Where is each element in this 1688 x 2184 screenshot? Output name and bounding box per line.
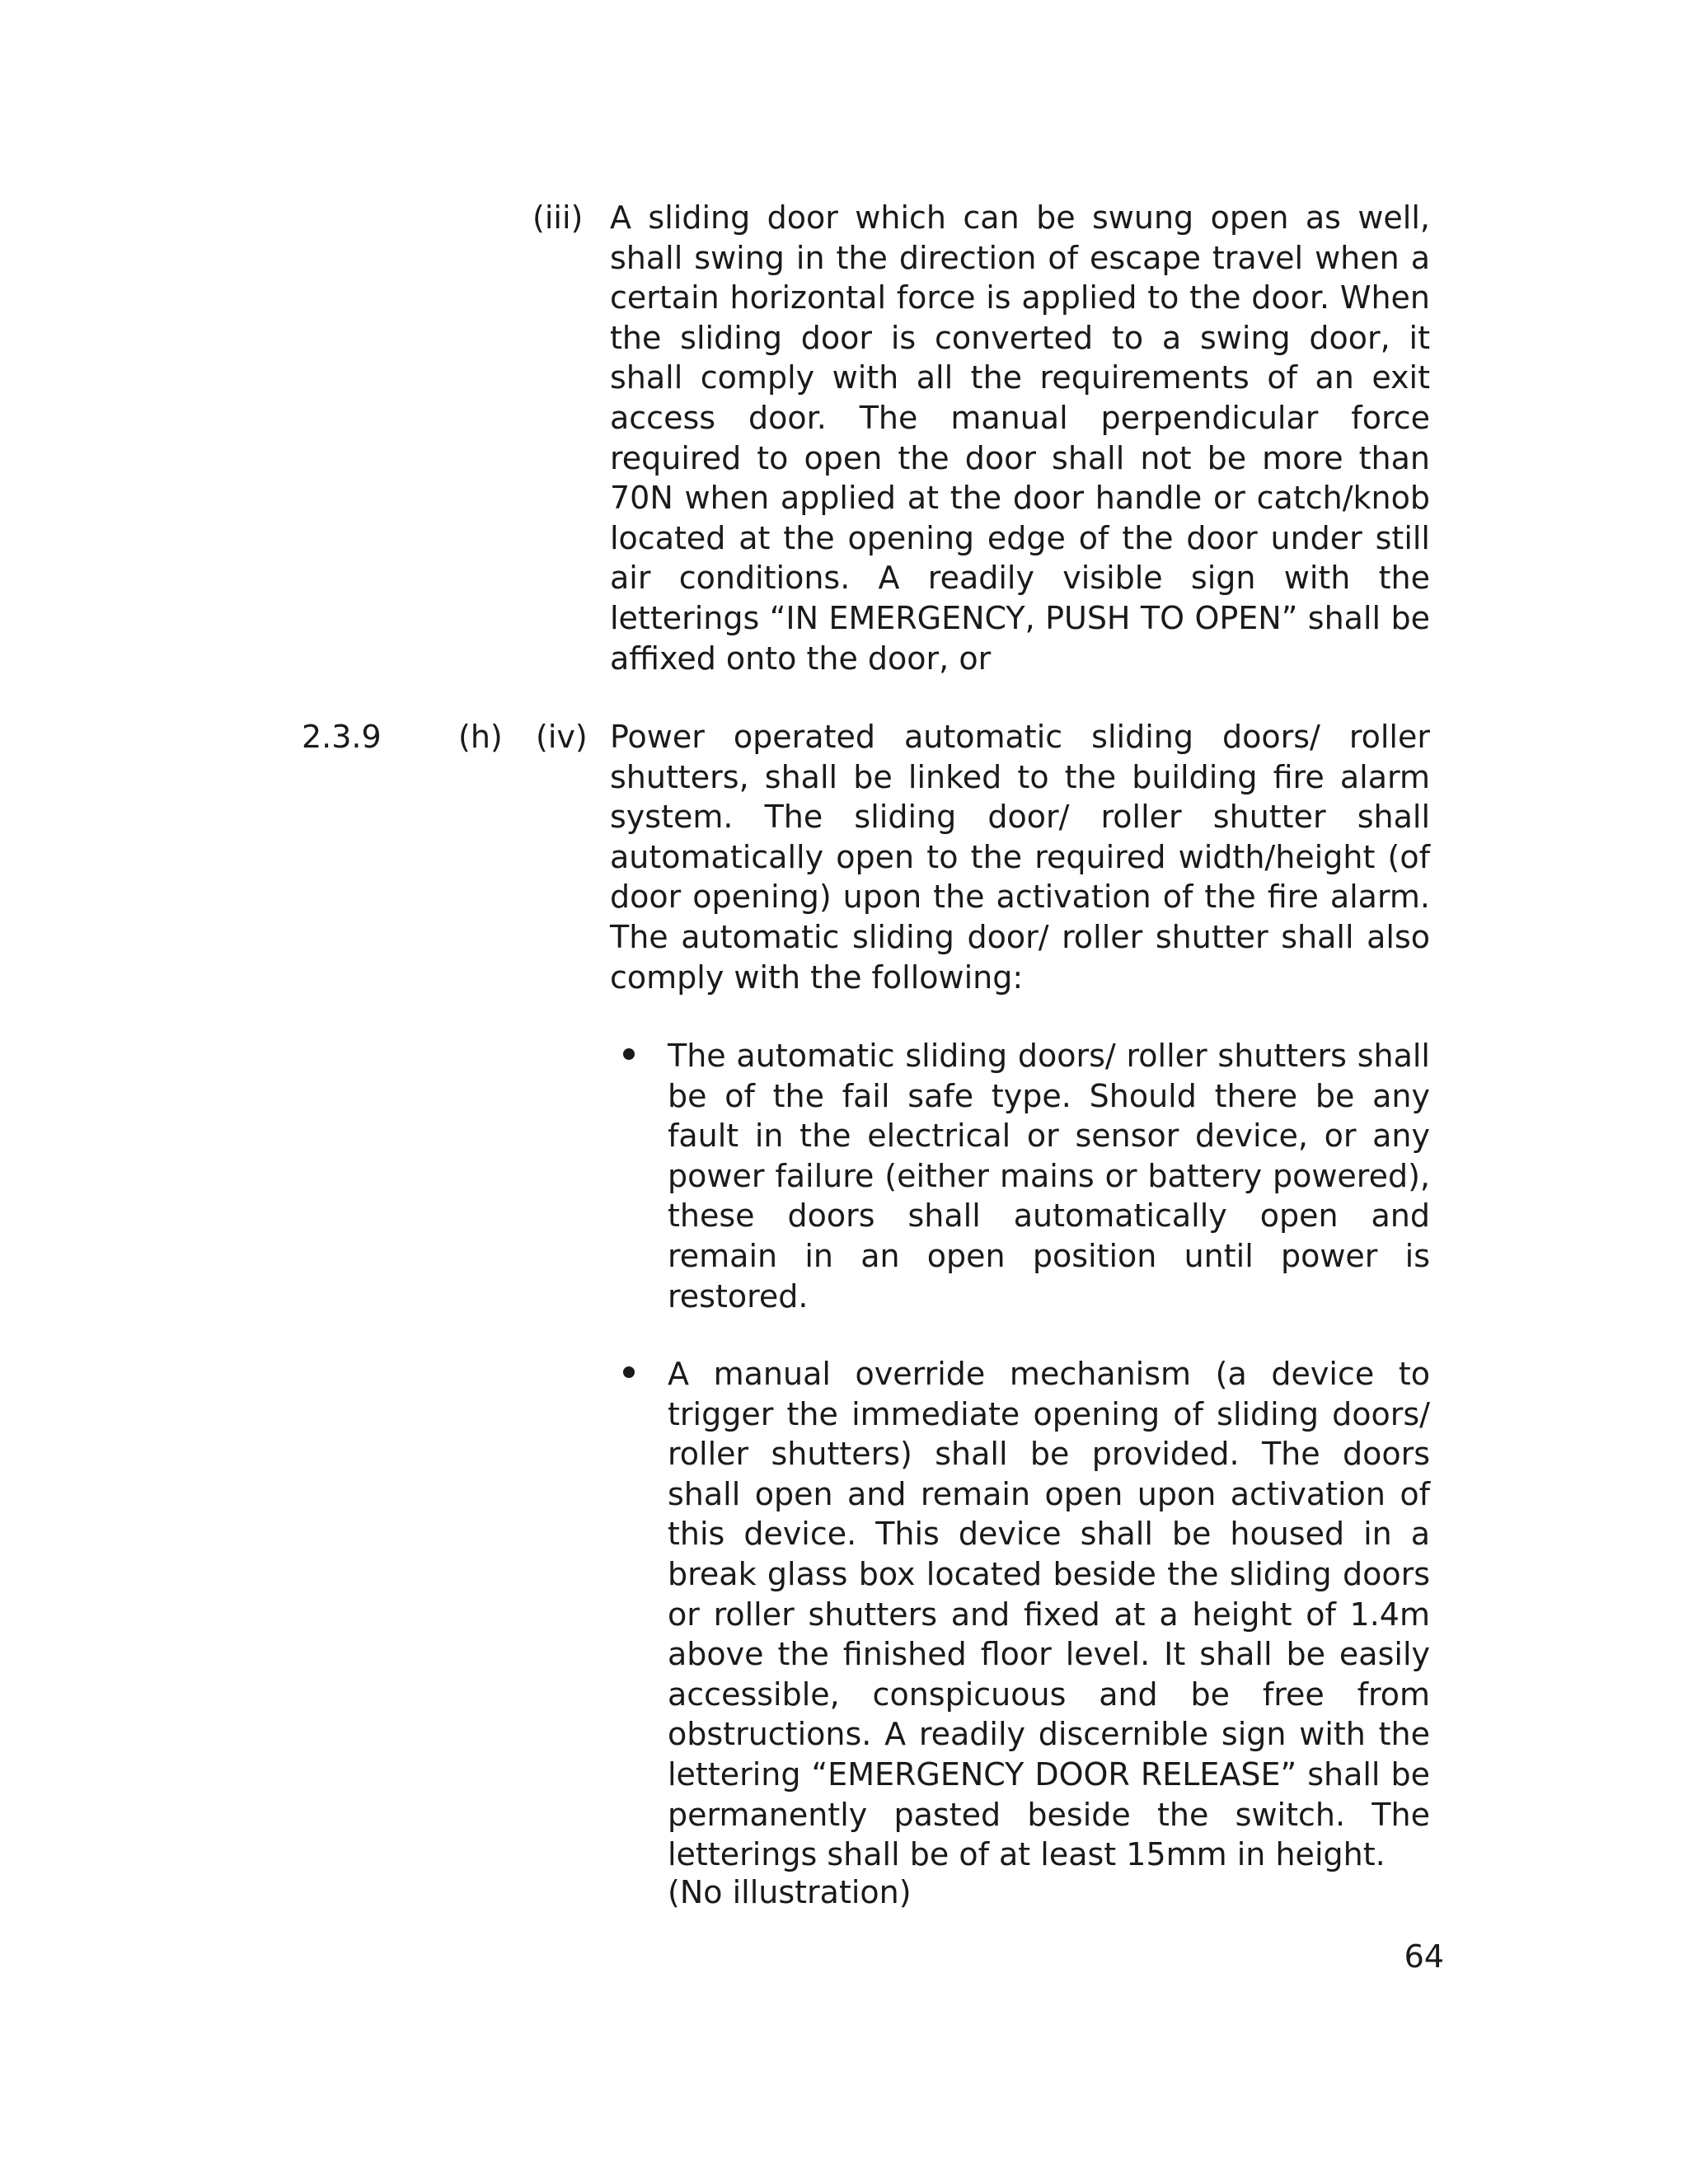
bullet-dot-icon — [623, 1366, 635, 1378]
item-iii-label: (iii) — [532, 199, 584, 236]
item-iii-text: A sliding door which can be swung open as well, shall swing in the direction of escape travel when a certain horizontal force is applied to the door. When the sliding door is converted to a swing door, it shall comply with all the requirements of an exit access door. The manual perpendicular force required to open the door shall not be more than 70N when applied at the door handle or catch/knob located at the opening edge of the door under still air conditions. A readily visible sign with the letterings “IN EMERGENCY, PUSH TO OPEN” shall be affixed onto the door, or — [610, 199, 1430, 677]
bullet-item-fail-safe: The automatic sliding doors/ roller shutters shall be of the fail safe type. Should there be any fault in the electrical or sensor device, or any power failure (either mains or battery powered), these doors shall automatically open and remain in an open position until power is restored. — [668, 1038, 1430, 1315]
section-number: 2.3.9 — [302, 719, 382, 755]
item-iv-text: Power operated automatic sliding doors/ roller shutters, shall be linked to the building fire alarm system. The sliding door/ roller shutter shall automatically open to the required width/height (of door opening) upon the activation of the fire alarm. The automatic sliding door/ roller shutter shall also comply with the following: — [610, 719, 1430, 996]
page-number: 64 — [1404, 1938, 1444, 1975]
item-iv-label: (iv) — [536, 719, 588, 755]
no-illustration-note: (No illustration) — [668, 1874, 912, 1910]
bullet-dot-icon — [623, 1048, 635, 1060]
subsection-label: (h) — [458, 719, 503, 755]
bullet-item-manual-override: A manual override mechanism (a device to trigger the immediate opening of sliding doors/ roller shutters) shall be provided. The doors shall open and remain open upon activation of this device. This device shall be housed in a break glass box located beside the sliding doors or roller shutters and fixed at a height of 1.4m above the finished floor level. It shall be easily accessible, conspicuous and be free from obstructions. A readily discernible sign with the lettering “EMERGENCY DOOR RELEASE” shall be permanently pasted beside the switch. The letterings shall be of at least 15mm in height. — [668, 1356, 1430, 1873]
